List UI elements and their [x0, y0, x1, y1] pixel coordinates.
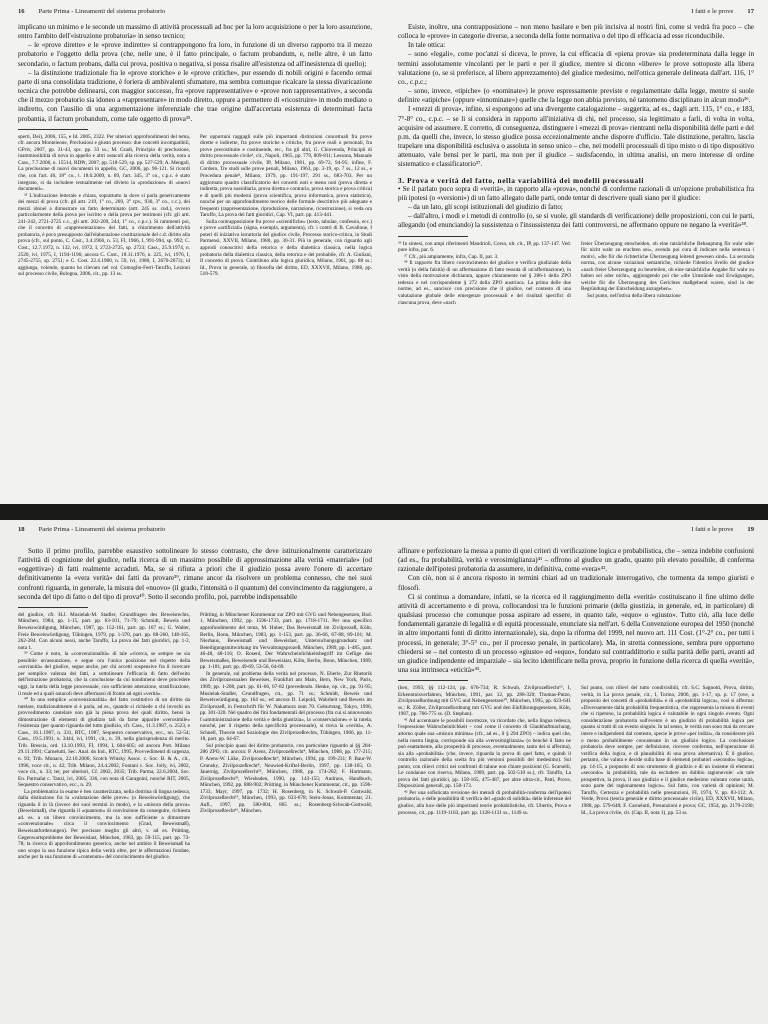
footnote-rule: [18, 607, 88, 608]
footnote-rule: [398, 236, 468, 237]
paragraph: – dall'altro, i modi e i metodi di controllo (o, se si vuole, gli standards di verificazione) delle proposizioni, con cui le parti, allegando (od enunciando) la sussistenza o l'insussistenza dei fatti controversi, ne affermano oppure ne negano la «verità»³⁸.: [398, 212, 754, 230]
running-head-title: Parte Prima - Lineamenti del sistema probatorio: [38, 526, 166, 533]
footnote-column-left: [18, 612, 190, 861]
running-head: [398, 526, 754, 533]
footnote: Prütting, in Münchener Kommentar zur ZPO mit GVG und Nebengesetzen, Bnd. 1, München, 1992, pp. 1596-1733, part. pp. 1718-1711. Per una specifico approfondimento del tema, M. Huber, Das Beweismaß im Zivilprozeß, Köln, Berlin, Bonn, München, 1983, pp. 1-153, part. pp. 36-66, 67-88, 89-101; M. Nierhaus, Beweismaß und Beweislast, Untersuchungsgrundsatz und Beteiligungsmitwirkung im Verwaltungsprozeß, München, 1989, pp. 1-485, part. 46-48, 48-116; O. Rosenl, Der Wahrscheinlichkeitsbegriff im Gefüge des Beweismaßes, Beweisende und Beweislast, Köln, Berlin, Bonn, München, 1989, pp. 1-181, part. pp. 49-69, 53-56, 64-69.: [200, 611, 372, 671]
paragraph: – la distinzione tradizionale fra le «prove storiche» e le «prove critiche», pur essendo di nobili origini e facendo ormai parte di una consolidata tradizione, è foriera di ambivalenti sfumature, ma sembra comunque ricalcare la stessa divaricazione tecnica che potrebbe delinearsi, con maggior successo, fra «prove rappresentative» e «prove non rappresentative», a seconda che il mezzo probatorio sia idoneo a «rappresentare» in modo diretto, oppure a permettere di «ricostruire» in modo mediato o indiretto, con l'ausilio di una argomentazione inferenziale che trae origine dall'accertata esistenza di determinati facta probantia, il factum probandum, come tale oggetto di prova³⁵.: [18, 68, 372, 123]
paragraph: • Se il parlato poco sopra di «verità», in rapporto alla «prova», nonché di conferme razionali di un'opzione probabilistica fra più ipotesi (o «versioni») di un fatto allegato dalle parti, onde tentar di descrivere quali siano per il giudice:: [398, 184, 754, 202]
footnote-column-left: [398, 241, 571, 306]
running-head-title: I fatti e le prove: [691, 8, 734, 15]
footnote: ⁴¹ Ad accentuare le possibili incertezze, va ricordato che, nella lingua tedesca, l'espressione Wahrscheinlichkeit – così come il concetto di Glaubhaftmachung, attorno quale sua «misura minima» (cfr., ad es., il § 294 ZPO) – indica quel che, nella nostra lingua, corrisponde sia alla «verosimiglianza» (o benché il fatto ne può esattamente, alla prosperità di processo, eventualmente, tanto dei si afferma), sia alla «probabilità» (che, invece, riguarda la prova di quel fatto, e quindi il controllo razionale della scelta fra più versioni possibili del medesimo). Sul punto, con rilievi critici nei confronti di talune non chiare posizioni (G. Scarselli, Le condanne con riserva, Milano, 1989, part. pp. 502-510 ss.), cfr. Taruffo, La prova dei fatti giuridici, pp. 158-165, 475-487, per altre ultra-cit., Patti, Prove, Disposizioni generali, pp. 158-173.: [398, 717, 571, 790]
body-text: [18, 547, 372, 602]
footnote: freier Überzeugung entscheiden, ob eine tatsächliche Behauptung für wahr oder für nicht wahr zu erachten sei», avendo poi cura di indicare nella sentenza i motivi, «die für die richterliche Überzeugung leitend gewesen sind». La seconda norma, con alcune variazioni semantiche, richiede l'identico livello del giudice «nach freier Überzeugung zu beurteilen, ob eine tatsächliche Angabe für wahr zu halten sei oder nicht», aggiungendo poi che «die Umstände und Erwägungen, welche für die Überzeugung des Gerichtes maßgebend waren, sind in der Begründung der Entscheidung anzugeben».: [581, 240, 754, 293]
paragraph: – sono «legali», come poc'anzi si diceva, le prove, la cui efficacia di «piena prova» sia predeterminata dalla legge in termini assolutamente vincolanti per le parti e per il giudice, mentre si dicono «libere» le prove sottoposte alla libera valutazione (o, se si preferisce, al libero apprezzamento) del giudice medesimo, nell'ottica generale delineata dall'art. 116, 1° co., c.p.c.;: [398, 50, 754, 86]
body-text: [18, 23, 372, 124]
footnote: ³⁶ In sintesi, con ampi riferimenti Mandrioli, Corso, ult. cit., IP, pp. 137-147. Ved. pure infra, par. 6.: [398, 240, 571, 254]
body-text: [398, 547, 754, 675]
footnote-rule: [398, 680, 468, 681]
footnote-rule: [18, 129, 88, 130]
footnote-column-left: [398, 685, 571, 816]
paragraph: I «mezzi di prova», infine, si espongono ad una divergente catalogazione – suggerita, ad es., dagli artt. 115, 1° co., e 183, 7°-8° co., c.p.c. – se li si considera in rapporto all'iniziativa di chi, nel processo, sia legittimato a farli, di volta in volta, acquisire od assumere. E corretto, di conseguenza, distinguere i «mezzi di prova» rientranti nella disponibilità delle parti e del p.m. da quelli che, invece, lo stesso giudice possa eccezionalmente anche disporre d'ufficio. Tale distinzione, peraltro, lascia trapelare una disponibilità esclusiva o assoluta in senso unico – che, nei modelli processuali di tipo misto o di tipo dispositivo attenuato, vale bensì per le parti, ma non per il giudice – sudisfacendo, in ultima analisi, un mero interesse di ordine sistematico e classificatorio³⁷.: [398, 105, 754, 169]
footnote: Sulla contrapposizione fra prove «scientifiche» (testo, tabulae, confessio, ecc.) e prove «artificiali» (signa, exempla, argumenta), cfr. i contri di B. Cavallone, I poteri di iniziativa istruttoria del giudice civile, Processo storico-critica, in Studi Parmensi, XXVII, Milano, 1980, pp. 30-31. Più in generale, con riguardo agli approdi conoscitivi della retorica e della dialettica classica, nella logica probatoria della dialettica classica, della retorica e del probabile, cfr. A. Giuliani, Il concetto di prova. Contributo alla logica giuridica, Milano, 1961, pp. 88 ss.; Id., Prova in generale, a) filosofia del diritto, ED, XXXVII, Milano, 1988, pp. 518-579.: [200, 218, 372, 278]
page-number: 19: [747, 526, 754, 533]
paragraph: Sotto il primo profilo, parrebbe esaustivo sottolineare lo stesso contrasto, che deve istituzionalmente caratterizzare l'attività di cognizione del giudice, nella ricerca di un massimo possibile di approssimazione alla verità «materiale» (od «oggettiva») di fatti realmente accaduti. Ma, se si rifiuta a priori che il giudizio possa avere l'onere di accertare definitivamente la «vera verità» dei fatti da provare³⁹, rimane ancor da risolvere un problema connesso, che nei suoi confronti riguarda, in generale, la misura del «nuovo» (il grado, l'intensità o il quantum) del convincimento da raggiungere, a seconda del tipo di fatto o del tipo di prova⁴⁰. Sotto il secondo profilo, poi, parrebbe indispensabile: [18, 547, 372, 601]
footnote: Sul punto, con rilievi del tutto condivisibili, cfr. S.C. Sagnotti, Prova, diritto, verità, in La prova penale, cit., I, Torino, 2006, pp. 1-17, sp. p. 17 (ove, a proposito dei concetti di «probabilità» e di «probabilità logica», così si afferma: «Diversamente dalla probabilità frequentistica, che rappresenta la misura di eventi che si ripetono, la probabilità logica è valutabile in ogni singolo evento. Ogni considerazione probatoria sull'evento è un giudizio di probabilità logica per quanto si tratti di un evento singolo. In tal senso, le verità non sono mai da cercare intere e indipendenti dal contesto, specie le prove «per indizi», da considerare più o meno probabilmente concatenate in un giudizio logico. La conclusione probatoria deve sempre, per definizione, ricevere conferma, nell'operazione di verifica della logica, e di plausibilità di una prova alternativa). È il giudice, pertanto, che valuta e decide sulla base di elementi probatori «secondo» logica», pp. 14-15, a proposito di uno strumento di giudizio e di un insieme di elementi «secondo» la probabilità, tale da escludere un dubbio ragionevole: «in tale prospettiva, la prova, il suo giudizio e il giudice medesimo valutato come unità, sono parte del ragionamento logico». Sul fatto, con varietà di opinioni; M. Taruffo, Certezza e probabilità nelle presunzioni, FI, 1974, V, pp. 83-112; A. Verde, Prova (teoria generale e diritto processuale civile), ED, XXXVII, Milano, 1988, pp. 579-648; F. Carnelutti, Presunzioni e prova; GC, 1954, pp. 2179-2190; Id., La prova civile, cit. (Cap. II, nota 1), pp. 53 ss.: [581, 685, 754, 816]
footnotes: [18, 134, 372, 278]
footnote: del giudice, cfr. H.J. Musielak-M. Stadler, Grundfragen des Beweisrechts, München, 1984, pp. 1-15, part. pp. 63-101, 71-79; Schmidt, Beweis und Beweiswürdigung, München, 1987, pp. 152-161, part. pp. 167 ss.; G. Walter, Freie Beweiswürdigung, Tübingen, 1979, pp. 1-370, part. pp. 88-260, 148-165, 262-284. Con alcuni nessi, anche Taruffo, La prova dei fatti giuridici, pp. 1-2, nota 1.: [18, 611, 190, 651]
footnotes: [398, 241, 754, 306]
paragraph: – da un lato, gli scopi istituzionali del giudizio di fatto;: [408, 203, 563, 212]
footnote: In generale, sul problema della verità nel processo, N. Eberle, Zur Rhetorik des Zivilprozessualen Beweises, Frankfurt am Main, Bern, New York, Paris, 1989, pp. 1-208, part. pp. 61-66, 67-82 (prevedendo. Henke, op. cit., pp. 91-95; Musielak-Stadler, Grundfragen, cit., pp. 71 ss.; Schmidt, Beweis und Beweiswürdigung, pp. 164 ss.; ed ancora D. Leipold, Wahrheit und Beweis im Zivilprozeß, in Festschrift für W. Nakamura zum 70. Geburtstag, Tokyo, 1996, pp. 301-320. Nel quadro dei fini fondamentali del processo (fra cui si annoverano l'«amministrazione della verità e della giustizia», la «conservazione» e la tutela, nonché, per il rispetto della specificità processuale), si trova la «verità», A. Schnell, Theorie und Soziologie des Zivilprozeßrechts, Tübingen, 1966, pp. 11-18, part. pp. 64-67.: [200, 670, 372, 743]
page-18: [0, 520, 384, 1024]
paragraph: implicano un minimo e le seconde un massimo di attività processuali ad hoc per la loro acquisizione o per la loro assunzione, entro l'ambito dell'«istruzione probatoria» in senso tecnico;: [18, 23, 372, 41]
running-head-title: I fatti e le prove: [691, 526, 734, 533]
paragraph: Con ciò, non si è ancora risposto in termini chiari ad un tradizionale interrogativo, che tormenta da tempo giuristi e filosofi.: [398, 574, 754, 592]
footnote: sperti, Dei), 2006, 155, e Id. 2005, 2322. Per ulteriori approfondimenti del tema, cfr. ancora Monteleone, Preclusioni e giusto processo: due concetti incompatibili, GPriv, 2007, pp. 31-43, spc. pp. 33 ss.; M. Gradi, Principio di preclusione, inammissibilità di nova in appello e altri ostacoli alla ricerca della verità, nota a Cass., 7.7.2006, n. 15514, RDPr, 2007, pp. 518-529, sp. pp. 527-529; A. Mengali, La preclusione di nuovi documenti in appello, GC, 2006, pp. 96-121. Si ricordi che, con l'art. 46, 18° co., l. 18.6.2009, n. 69, l'art. 345, 3° co., c.p.c. è stato integrato, si da includere testualmente nel divieto la «produzione» di «nuovi documenti».: [18, 133, 190, 193]
paragraph: affinare e perfezionare la messa a punto di quei criteri di verificazione logica e probabilistica, che – senza indebite confusioni (ad es., fra probabilità, verità e verosimiglianza)⁴¹ – offrono al giudice un grado, quanto più elevato possibile, di conferma razionale dell'ipotesi probatoria da assumere, in definitiva, come «vera»⁴².: [398, 547, 754, 574]
footnote: ³⁹ Come è noto, la «convenzionalità» di tale «ricerca, se sempre ne sia possibile un'assunzione, e segue ora l'unica posizione nel rispetto della «sovranità» del giudice, segue anche, per chi accetti sospensive fra il ricercare per semplice valenza dei fatti, a sottolineare l'efficacia di fatto dell'esito dell'istruzione probatoria, che la conclusione da cui nondimeno deve procedere oggi, la tutela della legge processuale, con sufficiente attenzione, stratificazione, il reale ed a quali ostacoli deve affermarsi di fronte ad ogni «verità».: [18, 651, 190, 697]
paragraph: – le «prove dirette» e le «prove indirette» si contrappongono fra loro, in funzione di un diverso rapporto tra il mezzo probatorio e l'oggetto della prova (che, nelle une, è il fatto principale, o factum probandum, e, nelle altre, è un fatto secondario, o factum probans, dalla cui prova, positiva o negativa, si possa risalire all'esistenza od all'inesistenza di quello);: [18, 41, 372, 68]
page-number: 17: [747, 8, 754, 15]
footnote: La problematica in esame è ben caratterizzata, nella dottrina di lingua tedesca, dalla distinzione fra la «valutazione delle prove» (o Beweiswürdigung), che riguarda il in là (invece dei suoi termini in modo), e la «misura della prova» (Beweismaß), che riguarda il «quantum» di convinzione da conseguire, richiesta ad. es. a un libero convincimento, ma la non sufficiente a dimostrare «convenzionale» circa il convincimento (Grad, Beweismaß), Beweisanforderungen). Per precisare meglio gli altri, v. ad es. Prütting, Gegenwartsprobleme der Beweislast, München, 1983, pp. 59-115, part. pp. 73-78; la ricerca di approfondimento generico, anche nel ambito il Beweismaß ha uno scopo la sua funzione tipica della verità oltre, per le affermazioni fondate, anche per la sua funzione di «contenuto» del convincimento del giudice.: [18, 788, 190, 861]
footnote: ⁴⁰ In una semplice «convenzionalità» del fatto costitutivo di un diritto da tutelare, tradizionalmente si è parla, ad es., quando si richiede a chi invochi un provvedimento cautelare non già la piena prova dei quali diritto, bensì la dimostrazione di elementi di giudizio tali da farne apparire «verosimile» l'esistenza (per quanto riguarda del tutto giudizio, cfr. Cass., 11.3.1987, n. 2523, e Cass., 16.1.1987, n. 331, RTC, 1987, Sequestro conservativo, ecc., nn. 52-54; Cass., 19.5.1991, n. 3444, ivi, 1991, cit., n. 39, nella giurisprudenza di merito. Trib. Brescia, ord. 13.10.1993, FI, 1994, I, 604-605; ed ancora Pret. Milano 29.11.1991; Carnelutti, Sec. Anal. do Ind., RTC, 1995, Provvedimenti di urgenza, n. 93; Trib. Monaco, 22.10.2006; Scotch Whisky Assoc. c. Soc. B. & A., cit., 1996, voce cit., n. 42; Trib. Milano, 24.4.2002, Fontani c. Soc. Jolly, ivi, 2002, voce cit., n. 33; ter, per ulteriori, Cf. 2002, 2035; Trib. Parma, 22.6.2004, Soc. En. Parmalat c. Tanzi, ivi, 2005, 336, con nota di Garagnini, nonché RIT, 2005, Sequestro conservativo, ecc., n. 29.: [18, 697, 190, 789]
body-text: [398, 23, 754, 231]
paragraph: Esiste, inoltre, una contrapposizione – non meno basilare e ben più incisiva al nostri fini, come si vedrà fra poco – che colloca le «prove» in categorie diverse, a seconda della fonte normativa o del tipo di efficacia ad esse riconducibile.: [398, 23, 754, 41]
footnote-column-right: [200, 612, 372, 815]
section-heading: 3. Prova e verità del fatto, nella variabilità dei modelli processuali: [398, 175, 645, 185]
footnote-column-right: [200, 134, 372, 278]
page-16: [0, 0, 384, 504]
footnote: Sul principio quasi del diritto probatorio, con particolare riguardo ai §§ 284-286 ZPO, cit. ancora: P. Arens, Zivilprozeßrecht⁴, München, 1988, pp. 177-215; P. Arens-W. Lüke, Zivilprozeßrecht⁶, München, 1994, pp. 199-231; P. Baur-W. Grunsky, Zivilprozeßrecht⁸, Neuwied-Kriftel-Berlin, 1997, pp. 138-165; O. Jauernig, Zivilprozeßrecht²², München, 1988, pp. 174-202; F. Hartmann, Zivilprozeßrecht²³, Wiesbaden, 1990, pp. 143-155; Audruos, Handbuch, München, 1992, pp. 888-902; Prütting, in Münchener Kommentar, cit., pp. 1596-1733, Mayr, 1997, pp. 1732; H. Rosenberg, in K. Schwab-P. Gottwald, Zivilprozeßrecht¹⁵, München, 1993, pp. 633-678; Stein-Jonas, Kommentar, 21. Aufl., 1997, pp. 580-804, 805 ss.; Rosenberg-Schwab-Gottwald, Zivilprozeßrecht¹⁶, München.: [200, 742, 372, 815]
paragraph: In tale ottica:: [408, 41, 446, 50]
page-19: [384, 520, 768, 1024]
footnote: Sul punto, nell'ottica della libera valutazione: [587, 292, 681, 299]
footnote: ³⁸ Il rapporto fra libero convincimento del giudice e verifica giudiziale della verità (o della falsità) di un affermazione di fatto tessuta di un'affermazione), in visto della motivazione dichiarata, appare chiaramente nel § 286-1 della ZPO tedesca e nel corrispondente § 272 della ZPO austriaca. La prima delle due norme, ad es., sancisce con precisione che il giudice, nel contesto di una valutazione globale delle emergenze processuali e dei risultati specifici di ciascuna prova, deve «nach: [398, 260, 571, 306]
running-head-title: Parte Prima - Lineamenti del sistema probatorio: [38, 8, 166, 15]
footnote-column-right: [581, 241, 754, 300]
footnote-column-left: [18, 134, 190, 278]
footnotes: [398, 685, 754, 816]
paragraph: – sono, invece, «tipiche» (o «nominate») le prove espressamente previste e regolamentate dalla legge, mentre si suole definire «atipiche» (oppure «innominate») quelle che la legge non abbia previsto, né tantomeno disciplinato in alcun modo³⁶.: [398, 87, 754, 105]
footnote: ³⁵ L'indicazione letterale e chiara, soprattutto la dove si parla genericamente dei mezzi di prova (cfr. gli artt. 219, 1° co., 269, 3° cpv., 930, 3° co., c.c.), dei mezzi idonei a dimostrare un fatto determinato (artt. 245 ss. cod.), ovvero particolarmente della prova per iscritto o della prova per testimoni (cfr. gli artt. 241-242, 2721-2725 c.c., gli artt. 202-209, 244, 1° co., c.p.c.). Si rammenti poi, che il concetto di «rappresentazione» dei fatti, a chiarimento dell'attività probatoria, è poco presupposto dall'elaborazione costituzionale del c.d. diritto alla prova (cfr., sul punto, C. Cost., 3.4.1966, n. 53, FI, 1966, I, 991-994, sp. 992; C. Cost., 12.7.1972, n. 132, ivi, 1972, I, 2723-2725, sp. 2723; Cass., 25.9.1974, n. 2520, ivi, 1975, I, 1194-1196; ancora C. Cost., 18.11.1976, n. 225, ivi, 1976, I, 2745-2755, sp. 2751; e C. Cost. 22.4.1980, n. 59, ivi, 1980, I, 2670-2673); id aggiunga, volendo, quanto ho rilevato nel vol. Comoglio-Ferri-Taruffo, Lezioni sul processo civile, Bologna, 2006, cit., pp. 13 ss.: [18, 192, 190, 278]
footnote: (hen, 1993, §§ 112-124, pp. 676-734; R. Schwab, Zivilprozeßrecht¹⁵, I, Erkenntnisverfahren, München, 1991, par. 12, pp. 288-320; Thomas-Putzo, Zivilprozeßordnung mit GVG und Nebengesetzen²⁰, München, 1995, pp. 623-641 ss.; R. Zöller, Zivilprozeßordnung mit GVG und den Einführungsgesetzen, Köln, 1987, pp. 766-775 ss. (D. Stephan).: [398, 685, 571, 718]
footnote: Per opportuni raggagli sulle più importanti distinzioni concettuali fra prove dirette e indirette, fra prove storiche e critiche, fra prove reali o personali, fra prove precostituite e costituende, etc., fra gli altri, G. Chiovenda, Principii di diritto processuale civile³, cit., Napoli, 1965, pp. 779, 809-811; Lessona, Manuale di diritto processuale civile, IP, Milano, 1981, pp. 69-72, 94-95; infine, F. Cordero, Tre studi sulle prove penali, Milano, 1963, pp. 3-19, sp. 7 ss., 12 ss., e Procedura penale⁸, Milano, 1979, pp. 191-197, 291 ss., 683-703. Per un aggiornato quadro classificatorio dei concetti noti e meno noti (prova diretta e indiretta, prova sussidiaria, prova diretta e contraria, prova storica e prova critica) e di quelli più moderni (prova scientifica, prova informatica, prova statistica), nonché per un approfondimento teorico delle formule descrittive più adeguate e frequenti (rappresentazione, riproduzione, narrazione, ricostruzione), si veda ora Taruffo, La prova dei fatti giuridici, Cap. VI, part. pp. 413-441.: [200, 133, 372, 219]
page-number: 18: [18, 526, 25, 533]
page-17: [384, 0, 768, 504]
footnotes: [18, 612, 372, 861]
running-head: [18, 526, 372, 533]
footnote: ⁴² Per una sofisticata revisione dei metodi di probabilità-conferma dell'ipotesi probatoria, e delle possibilità di verifica del «grado di solidità» delle inferenze del giudice, alla luce delle più importanti teorie probabilistiche, cfr. Ubertis, Prova e processo, cit., pp. 1119-1163, part. pp. 1128-1131 ss., 1149 ss.: [398, 789, 571, 816]
footnote-column-right: [581, 685, 754, 816]
page-number: 16: [18, 8, 25, 15]
footnote: ³⁷ Cfr., più ampiamente, infra, Cap. II, par. 3.: [404, 253, 499, 260]
running-head: [18, 8, 372, 15]
running-head: [398, 8, 754, 15]
paragraph: Ci si continua a domandare, infatti, se la ricerca ed il raggiungimento della «verità» costituiscano il fine ultimo delle attività di accertamento e di prova, collocandosi tra le funzioni primarie (della giustizia, in generale, ed, in particolare) di qualsiasi processo che comunque possa aspirare ad essere, in quanto tale, «equo» o «giusto». Tutto ciò, alla luce delle fondamentali garanzie di legalità e di equità processuale, enunciate sia nell'art. 6 della Convenzione europea del 1950 (nonché in altre importanti fonti di diritto internazionale), sia, dopo la riforma del 1999, nel nuovo art. 111 Cost. (1°-2° co., per tutti i processi, in generale; 3°-5° co., per il processo penale, in particolare). Ma, in stretta connessione, sembra pure opportuno chiedersi se – nel contesto di un processo «giusto» ed «equo», fondato sul contraddittorio e sulla parità delle parti, avanti ad un giudice indipendente ed imparziale – sia lecito identificare nella prova, proprio in funzione della ricerca di quella «verità», una sua intrinseca «eticità»⁴³.: [398, 592, 754, 675]
